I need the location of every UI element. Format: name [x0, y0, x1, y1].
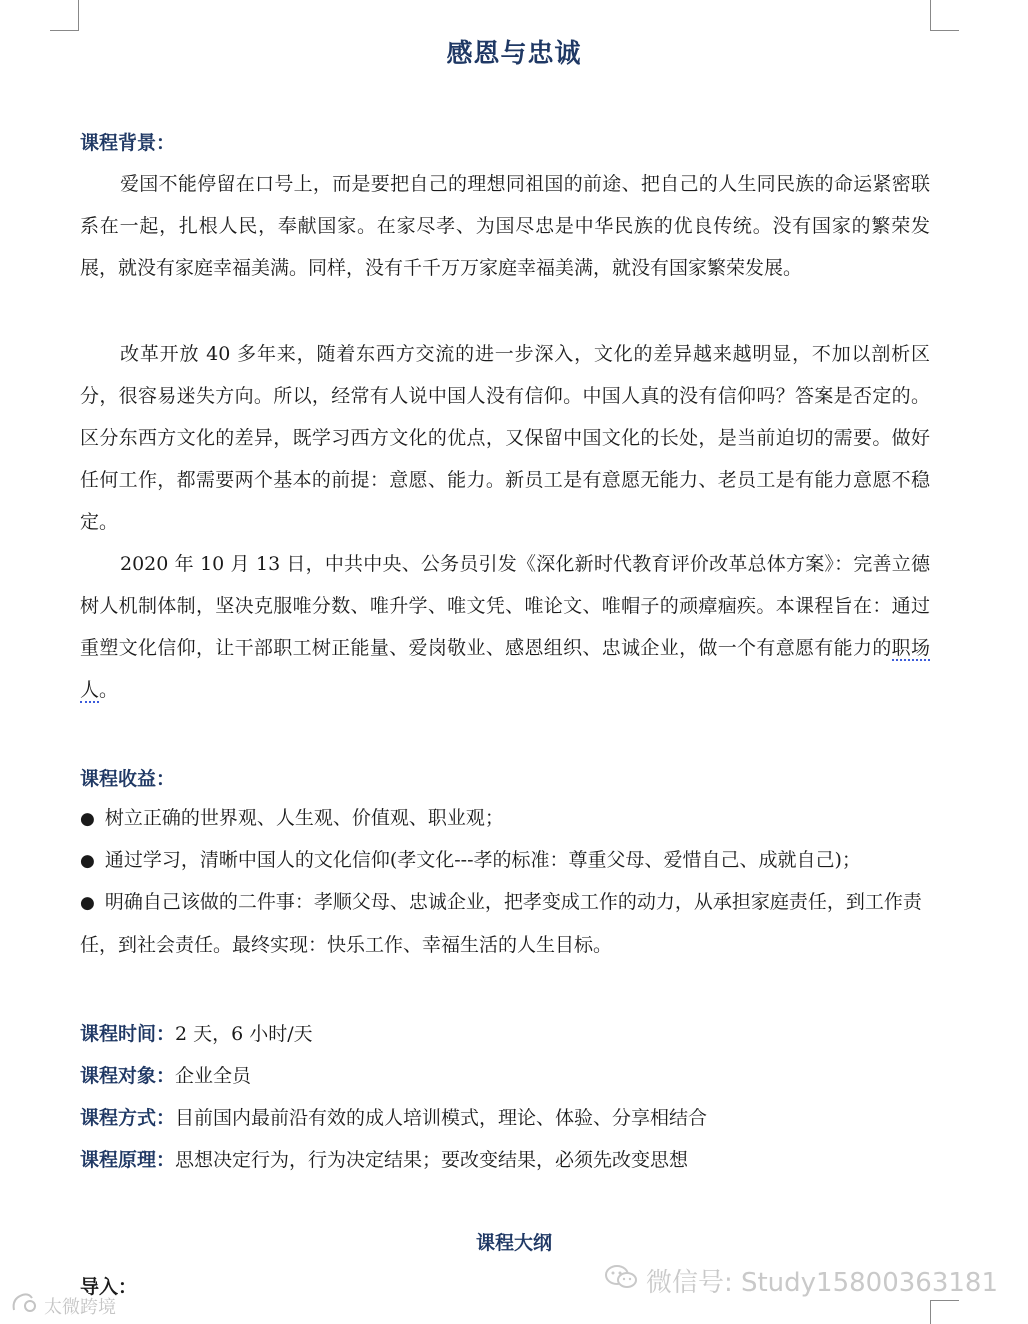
background-heading: 课程背景： — [80, 132, 176, 154]
benefits-heading: 课程收益： — [80, 768, 176, 790]
bullet-icon: ● — [80, 809, 95, 829]
bullet-icon: ● — [80, 851, 95, 871]
background-paragraph-3-text: 2020 年 10 月 13 日，中共中央、公务员引发《深化新时代教育评价改革总体方案》：完善立德树人机制体制，坚决克服唯分数、唯升学、唯文凭、唯论文、唯帽子的顽瘴痼疾。本课程旨在：通过重塑文化信仰，让干部职工树正能量、爱岗敬业、感恩组织、忠诚企业，做一个有意愿有能力的 — [80, 553, 930, 659]
background-paragraph-1: 爱国不能停留在口号上，而是要把自己的理想同祖国的前途、把自己的人生同民族的命运紧密联系在一起，扎根人民，奉献国家。在家尽孝、为国尽忠是中华民族的优良传统。没有国家的繁荣发展，就没有家庭幸福美满。同样，没有千千万万家庭幸福美满，就没有国家繁荣发展。 — [80, 173, 930, 279]
benefit-text: 明确自己该做的二件事：孝顺父母、忠诚企业，把孝变成工作的动力，从承担家庭责任，到工作责任，到社会责任。最终实现：快乐工作、幸福生活的人生目标。 — [80, 891, 922, 956]
info-principle — [80, 1145, 960, 1172]
brand-watermark-text: 太微跨境 — [44, 1296, 116, 1318]
wechat-watermark — [604, 1262, 998, 1299]
info-time-label: 课程时间： — [80, 1023, 176, 1045]
info-time-value: 2 天，6 小时/天 — [175, 1023, 313, 1045]
crop-mark-top-right-v — [930, 0, 931, 30]
benefit-text: 通过学习，清晰中国人的文化信仰(孝文化---孝的标准：尊重父母、爱惜自己、成就自己)； — [104, 849, 861, 871]
spellcheck-underlined-word: 职场人 — [80, 637, 930, 701]
background-paragraph-3-end: 。 — [99, 679, 119, 701]
info-method — [80, 1103, 960, 1130]
outline-intro-label: 导入： — [80, 1276, 138, 1298]
crop-mark-top-left-v — [78, 0, 79, 30]
info-audience — [80, 1061, 960, 1088]
info-method-value: 目前国内最前沿有效的成人培训模式，理论、体验、分享相结合 — [175, 1107, 708, 1129]
info-principle-value: 思想决定行为，行为决定结果；要改变结果，必须先改变思想 — [175, 1149, 689, 1171]
brand-logo-icon — [10, 1292, 38, 1319]
bullet-icon: ● — [80, 893, 95, 913]
wechat-icon — [604, 1263, 638, 1298]
info-method-label: 课程方式： — [80, 1107, 176, 1129]
crop-mark-bottom-right-h — [930, 1300, 959, 1301]
brand-watermark — [10, 1292, 116, 1319]
background-paragraph-2: 改革开放 40 多年来，随着东西方交流的进一步深入，文化的差异越来越明显，不加以剖析区分，很容易迷失方向。所以，经常有人说中国人没有信仰。中国人真的没有信仰吗？答案是否定的。区分东西方文化的差异，既学习西方文化的优点，又保留中国文化的长处，是当前迫切的需要。做好任何工作，都需要两个基本的前提：意愿、能力。新员工是有意愿无能力、老员工是有能力意愿不稳定。 — [80, 343, 930, 533]
info-principle-label: 课程原理： — [80, 1149, 176, 1171]
info-time — [80, 1019, 960, 1046]
crop-mark-top-right-h — [930, 30, 959, 31]
wechat-watermark-text: 微信号: Study15800363181 — [645, 1268, 998, 1298]
info-audience-value: 企业全员 — [175, 1065, 252, 1087]
background-paragraph-3 — [80, 543, 930, 711]
document-title: 感恩与忠诚 — [446, 39, 582, 69]
outline-title: 课程大纲 — [475, 1232, 552, 1254]
crop-mark-top-left-h — [50, 30, 79, 31]
info-audience-label: 课程对象： — [80, 1065, 176, 1087]
benefit-item-3 — [80, 881, 930, 966]
benefit-item-2 — [80, 839, 930, 882]
crop-mark-bottom-right-v — [930, 1300, 931, 1324]
benefit-text: 树立正确的世界观、人生观、价值观、职业观； — [104, 807, 504, 829]
benefit-item-1 — [80, 797, 930, 840]
